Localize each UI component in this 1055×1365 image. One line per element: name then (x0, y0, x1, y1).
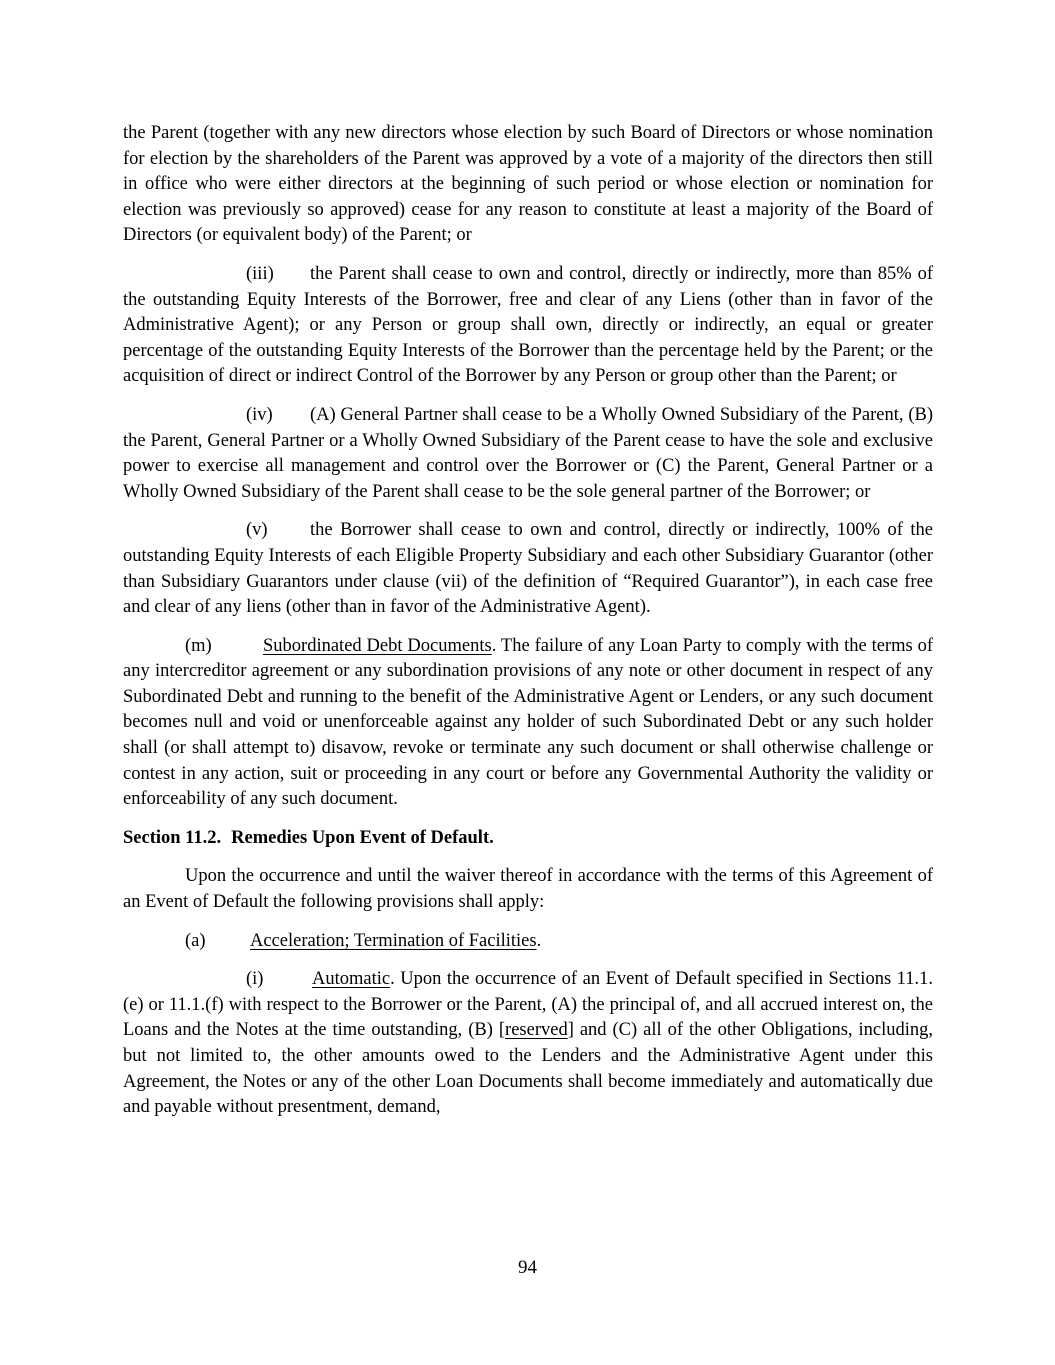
paragraph-item-v (123, 518, 933, 620)
item-i-text-1: . Upon the occurrence of an Event of Default specified in Sections 11.1.(e) or 11.1.(f) with respect to the Borrower or the Parent, (A) the principal of, and all accrued interest on, the Loans and the Notes at the time outstanding, (B) [ (123, 969, 933, 1041)
item-i-text-2: ] and (C) all of the other Obligations, including, but not limited to, the other amounts owed to the Lenders and the Administrative Agent under this Agreement, the Notes or any of the other Loan Documents shall become immediately and automatically due and payable without presentment, demand, (123, 1020, 933, 1118)
item-i-title: Automatic (312, 969, 391, 990)
paragraph-continuation: the Parent (together with any new directors whose election by such Board of Directors or whose nomination for election by the shareholders of the Parent was approved by a vote of a majority of the directors then still in office who were either directors at the beginning of such period or whose election or nomination for election was previously so approved) cease for any reason to constitute at least a majority of the Board of Directors (or equivalent body) of the Parent; or (123, 123, 933, 246)
section-heading-number: Section 11.2. (123, 827, 222, 848)
section-heading (123, 826, 933, 852)
paragraph-item-m (123, 634, 933, 813)
item-iv-text: (A) General Partner shall cease to be a Wholly Owned Subsidiary of the Parent, (B) the Parent, General Partner or a Wholly Owned Subsidiary of the Parent cease to have the sole and exclusive power to exercise all management and control over the Borrower or (C) the Parent, General Partner or a Wholly Owned Subsidiary of the Parent shall cease to be the sole general partner of the Borrower; or (123, 404, 933, 502)
item-i-reserved: reserved (505, 1020, 568, 1041)
item-iii-text: the Parent shall cease to own and control, directly or indirectly, more than 85% of the outstanding Equity Interests of the Borrower, free and clear of any Liens (other than in favor of the Administrative Agent); or any Person or group shall own, directly or indirectly, an equal or greater percentage of the outstanding Equity Interests of the Borrower than the percentage held by the Parent; or the acquisition of direct or indirect Control of the Borrower by any Person or group other than the Parent; or (123, 263, 933, 387)
item-a-period: . (536, 930, 542, 951)
item-m-title: Subordinated Debt Documents (263, 635, 492, 656)
item-a-label: (a) (185, 930, 206, 951)
paragraph-item-a (123, 929, 933, 955)
item-v-text: the Borrower shall cease to own and control, directly or indirectly, 100% of the outstanding Equity Interests of each Eligible Property Subsidiary and each other Subsidiary Guarantor (other than Subsidiary Guarantors under clause (vii) of the definition of “Required Guarantor”), in each case free and clear of any liens (other than in favor of the Administrative Agent). (123, 520, 933, 618)
paragraph-item-iv (123, 403, 933, 505)
item-iv-label: (iv) (246, 404, 273, 425)
item-m-label: (m) (185, 635, 212, 656)
paragraph-intro: Upon the occurrence and until the waiver thereof in accordance with the terms of this Agreement of an Event of Default the following provisions shall apply: (123, 866, 933, 913)
paragraph-item-iii (123, 262, 933, 390)
item-a-title: Acceleration; Termination of Facilities (250, 930, 537, 951)
item-iii-label: (iii) (246, 263, 274, 284)
item-i-label: (i) (246, 969, 264, 990)
page-content (123, 121, 933, 1121)
paragraph-item-i (123, 967, 933, 1121)
item-m-text: . The failure of any Loan Party to comply with the terms of any intercreditor agreement or any subordination provisions of any note or other document in respect of any Subordinated Debt and running to the benefit of the Administrative Agent or Lenders, or any such document becomes null and void or unenforceable against any holder of such Subordinated Debt or any such holder shall (or shall attempt to) disavow, revoke or terminate any such document or shall otherwise challenge or contest in any action, suit or proceeding in any court or before any Governmental Authority the validity or enforceability of any such document. (123, 635, 933, 810)
page-number: 94 (518, 1257, 537, 1278)
section-heading-title: Remedies Upon Event of Default. (231, 827, 494, 848)
item-v-label: (v) (246, 520, 268, 541)
